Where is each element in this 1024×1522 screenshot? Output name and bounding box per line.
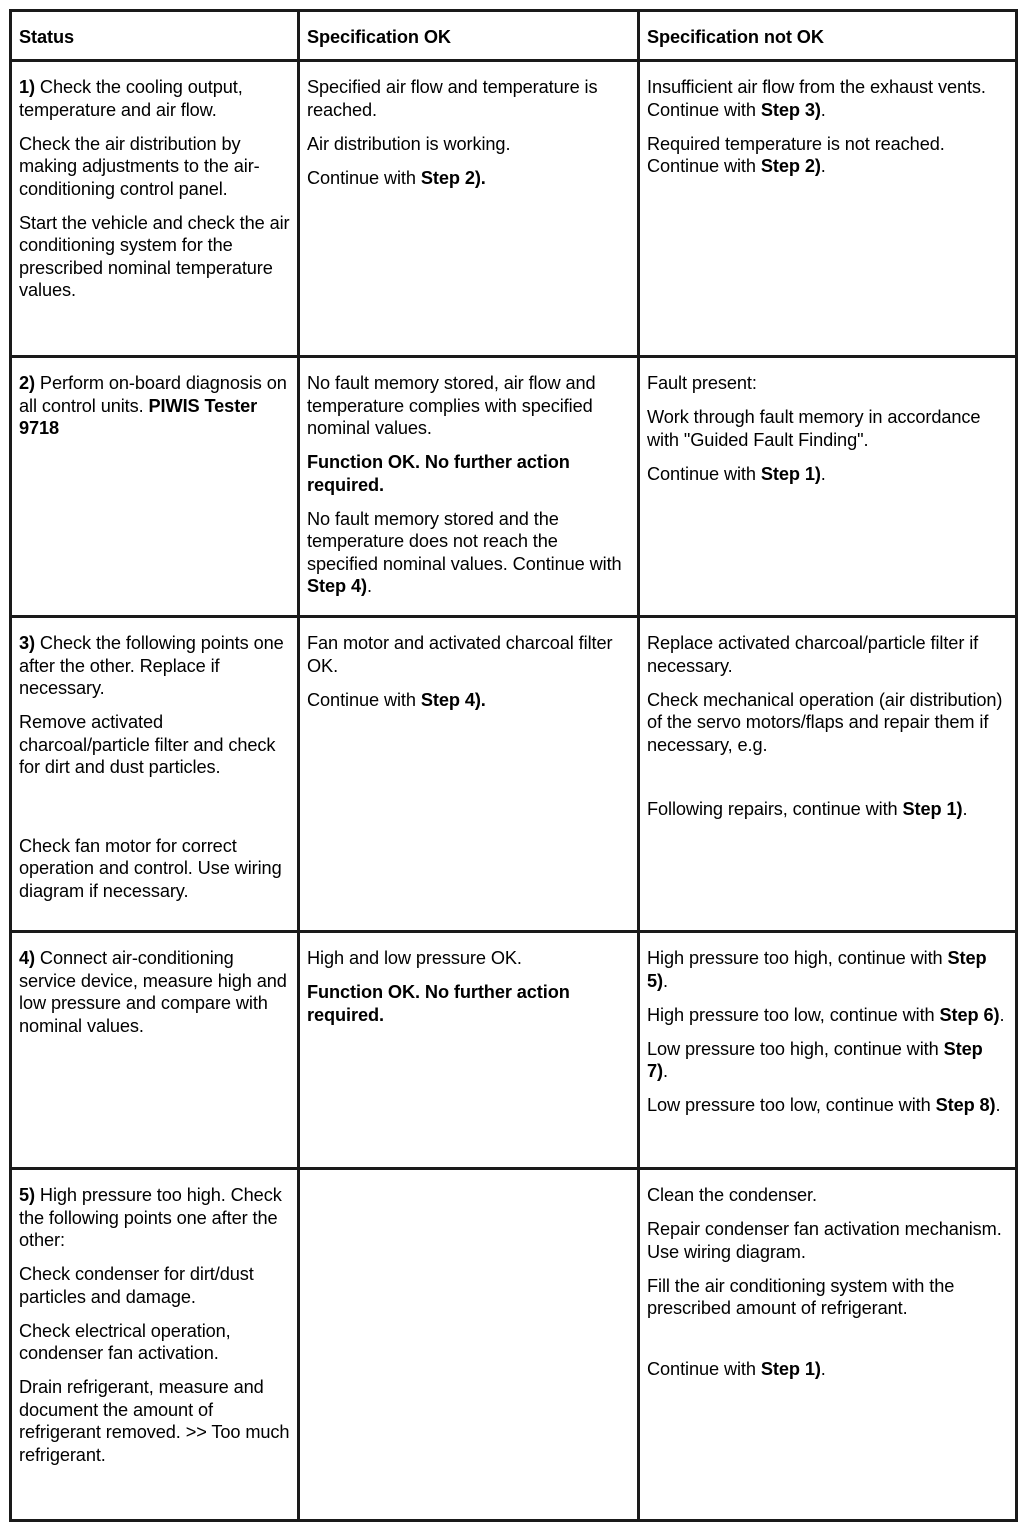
- cell-paragraph: [647, 133, 1008, 178]
- cell-spec-not-ok: [639, 357, 1017, 617]
- text: .: [962, 799, 968, 819]
- text: Required temperature is not reached. Continue with: [647, 133, 945, 176]
- text: Specified air flow and temperature is reached.: [307, 77, 598, 120]
- bold-text: Step 4).: [420, 689, 486, 710]
- text: Remove activated charcoal/particle filter and check for dirt and dust particles.: [19, 712, 276, 777]
- cell-paragraph: [647, 1358, 1008, 1381]
- cell-paragraph: [307, 632, 630, 677]
- text: High and low pressure OK.: [307, 948, 522, 968]
- cell-paragraph: [19, 711, 290, 779]
- text: High pressure too low, continue with: [647, 1004, 940, 1025]
- text: Insufficient air flow from the exhaust vents. Continue with: [647, 77, 986, 120]
- cell-paragraph: [647, 1275, 1008, 1320]
- cell-paragraph: [307, 947, 630, 970]
- header-row: [11, 11, 1017, 61]
- text: Continue with: [307, 167, 421, 188]
- cell-paragraph: [19, 835, 290, 903]
- cell-paragraph: [307, 689, 630, 712]
- cell-spec-ok: [299, 1169, 639, 1521]
- cell-paragraph: [19, 1376, 290, 1466]
- cell-spec-ok: [299, 617, 639, 932]
- cell-paragraph: [647, 1184, 1008, 1207]
- bold-text: Step 1): [902, 799, 963, 819]
- text: .: [820, 156, 826, 176]
- bold-text: Step 5): [647, 948, 987, 991]
- table-row: [11, 61, 1017, 357]
- cell-paragraph: [19, 76, 290, 121]
- bold-text: 1): [19, 77, 35, 97]
- cell-paragraph: [647, 632, 1008, 677]
- cell-paragraph: [19, 372, 290, 440]
- text: Repair condenser fan activation mechanism. Use wiring diagram.: [647, 1219, 1002, 1262]
- text: High pressure too high. Check the following points one after the other:: [19, 1185, 282, 1250]
- header-spec-not-ok: [639, 11, 1017, 61]
- text: Check the air distribution by making adjustments to the air-conditioning control panel.: [19, 133, 260, 199]
- cell-paragraph: [647, 689, 1008, 757]
- text: Check the following points one after the other. Replace if necessary.: [19, 633, 284, 698]
- text: Fault present:: [647, 373, 757, 393]
- cell-paragraph: [647, 1094, 1008, 1117]
- cell-paragraph: [307, 372, 630, 440]
- text: Low pressure too low, continue with: [647, 1095, 936, 1115]
- text: No fault memory stored and the temperature does not reach the specified nominal values. Continue with: [307, 508, 622, 574]
- cell-spec-ok: [299, 61, 639, 357]
- cell-spec-ok: [299, 932, 639, 1169]
- cell-paragraph: [307, 133, 630, 156]
- text: .: [820, 1358, 826, 1379]
- text: Check electrical operation, condenser fan activation.: [19, 1320, 231, 1363]
- cell-paragraph: [647, 463, 1008, 486]
- cell-paragraph: [647, 1218, 1008, 1263]
- cell-paragraph: [647, 798, 1008, 821]
- text: Air distribution is working.: [307, 133, 511, 154]
- text: .: [995, 1095, 1001, 1115]
- diagnosis-table: [9, 9, 1018, 1522]
- text: Following repairs, continue with: [647, 799, 903, 819]
- cell-paragraph: [307, 167, 630, 190]
- cell-spec-ok: [299, 357, 639, 617]
- bold-text: 3): [19, 633, 35, 653]
- cell-spec-not-ok: [639, 61, 1017, 357]
- text: Connect air-conditioning service device, measure high and low pressure and compare with nominal values.: [19, 948, 287, 1036]
- text: Check condenser for dirt/dust particles and damage.: [19, 1264, 254, 1307]
- cell-paragraph: [307, 451, 630, 496]
- bold-text: Step 2).: [420, 167, 486, 188]
- text: Start the vehicle and check the air conditioning system for the prescribed nominal temperature values.: [19, 212, 290, 300]
- cell-paragraph: [19, 1320, 290, 1365]
- cell-paragraph: [19, 1184, 290, 1252]
- cell-paragraph: [19, 212, 290, 302]
- cell-paragraph: [647, 372, 1008, 395]
- header-status-label: Status: [19, 27, 74, 47]
- table-body: [11, 11, 1017, 1521]
- bold-text: Step 8): [935, 1095, 996, 1115]
- cell-paragraph: [307, 76, 630, 121]
- text: .: [662, 970, 668, 991]
- text: High pressure too high, continue with: [647, 948, 948, 968]
- cell-status: [11, 1169, 299, 1521]
- bold-text: Step 1): [760, 463, 821, 484]
- cell-paragraph: [647, 947, 1008, 992]
- header-spec-ok-label: Specification OK: [307, 27, 451, 47]
- bold-text: Step 3): [760, 99, 821, 120]
- bold-text: 5): [19, 1185, 35, 1205]
- bold-text: Step 2): [760, 156, 821, 176]
- text: Fan motor and activated charcoal filter OK.: [307, 633, 613, 676]
- cell-paragraph: [647, 1038, 1008, 1083]
- table-row: [11, 1169, 1017, 1521]
- cell-paragraph: [19, 1263, 290, 1308]
- text: Continue with: [647, 463, 761, 484]
- table-row: [11, 932, 1017, 1169]
- text: .: [820, 99, 826, 120]
- bold-text: Step 1): [760, 1358, 821, 1379]
- text: No fault memory stored, air flow and temperature complies with specified nominal values.: [307, 373, 596, 438]
- bold-text: Step 6): [939, 1004, 1000, 1025]
- text: Clean the condenser.: [647, 1185, 817, 1205]
- cell-status: [11, 357, 299, 617]
- header-spec-not-ok-label: Specification not OK: [647, 27, 824, 47]
- cell-spec-not-ok: [639, 617, 1017, 932]
- bold-text: Step 7): [647, 1038, 983, 1081]
- text: Check fan motor for correct operation and control. Use wiring diagram if necessary.: [19, 835, 282, 901]
- header-spec-ok: [299, 11, 639, 61]
- bold-text: 4): [19, 948, 35, 968]
- cell-spec-not-ok: [639, 932, 1017, 1169]
- text: Drain refrigerant, measure and document the amount of refrigerant removed. >> Too much refrigerant.: [19, 1377, 290, 1465]
- cell-paragraph: [647, 76, 1008, 121]
- text: Check mechanical operation (air distribution) of the servo motors/flaps and repair them if necessary, e.g.: [647, 689, 1003, 755]
- cell-paragraph: [19, 133, 290, 201]
- table-row: [11, 357, 1017, 617]
- cell-paragraph: [19, 632, 290, 700]
- cell-paragraph: [19, 947, 290, 1037]
- text: Check the cooling output, temperature and air flow.: [19, 77, 243, 120]
- cell-paragraph: [307, 508, 630, 598]
- table-row: [11, 617, 1017, 932]
- cell-status: [11, 61, 299, 357]
- text: Perform on-board diagnosis on all control units.: [19, 373, 287, 416]
- cell-paragraph: [647, 1004, 1008, 1027]
- bold-text: Function OK. No further action required.: [307, 452, 570, 495]
- cell-paragraph: [647, 406, 1008, 451]
- text: Replace activated charcoal/particle filter if necessary.: [647, 633, 979, 676]
- text: Continue with: [647, 1358, 761, 1379]
- cell-status: [11, 617, 299, 932]
- text: .: [662, 1061, 668, 1081]
- header-status: [11, 11, 299, 61]
- cell-spec-not-ok: [639, 1169, 1017, 1521]
- bold-text: 2): [19, 373, 35, 393]
- cell-paragraph: [307, 981, 630, 1026]
- text: Fill the air conditioning system with the prescribed amount of refrigerant.: [647, 1275, 955, 1318]
- text: Continue with: [307, 689, 421, 710]
- bold-text: PIWIS Tester 9718: [19, 395, 258, 438]
- cell-status: [11, 932, 299, 1169]
- text: .: [999, 1004, 1005, 1025]
- bold-text: Step 4): [307, 576, 367, 596]
- bold-text: Function OK. No further action required.: [307, 982, 570, 1025]
- text: Low pressure too high, continue with: [647, 1038, 944, 1059]
- text: .: [820, 463, 826, 484]
- text: Work through fault memory in accordance with "Guided Fault Finding".: [647, 407, 981, 450]
- text: .: [366, 576, 372, 596]
